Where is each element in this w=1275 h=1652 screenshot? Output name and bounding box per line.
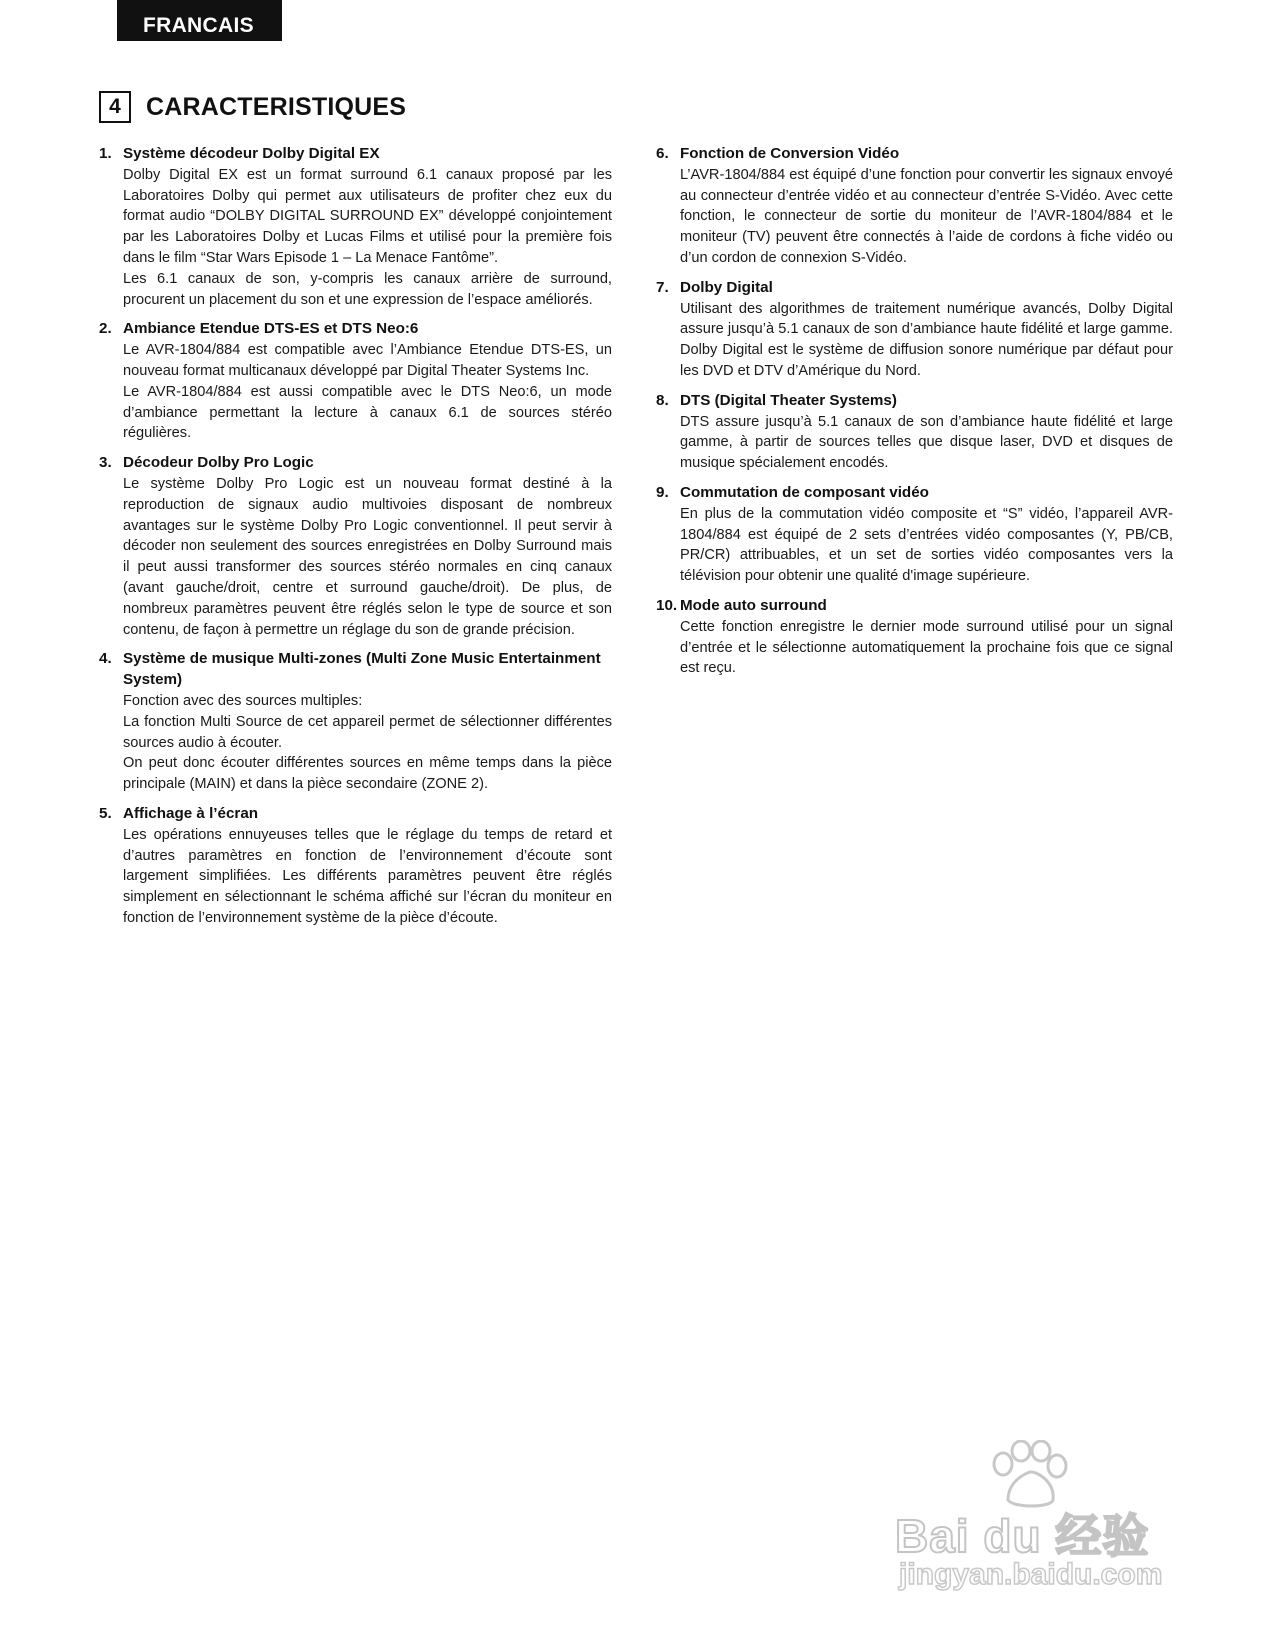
feature-item — [656, 483, 1173, 587]
feature-heading — [656, 144, 1173, 165]
feature-title: DTS (Digital Theater Systems) — [680, 391, 897, 409]
feature-body — [680, 412, 1173, 474]
feature-number: 1. — [99, 145, 112, 162]
feature-heading — [99, 649, 612, 691]
feature-heading — [656, 483, 1173, 504]
feature-heading — [99, 319, 612, 340]
feature-number: 8. — [656, 391, 669, 409]
language-tab: FRANCAIS — [117, 0, 282, 41]
feature-paragraph: Le système Dolby Pro Logic est un nouveau format destiné à la reproduction de signaux audio multivoies disposant de nombreux avantages sur le système Dolby Pro Logic conventionnel. Il peut servir à décoder non seulement des sources enregistrées en Dolby Surround mais il peut aussi transformer des sources stéréo normales en cinq canaux (avant gauche/droit, centre et surround gauche/droit). De plus, de nombreux paramètres peuvent être réglés selon le type de source et son contenu, de façon à permettre un réglage du son de grande précision. — [123, 475, 612, 638]
feature-paragraph: Les opérations ennuyeuses telles que le réglage du temps de retard et d’autres paramètres en fonction de l’environnement d’écoute sont largement simplifiées. Les différents paramètres peuvent être réglés simplement en sélectionnant le schéma affiché sur l’écran du moniteur en fonction de l’environnement système de la pièce d’écoute. — [123, 826, 612, 926]
feature-title: Décodeur Dolby Pro Logic — [123, 454, 314, 472]
watermark-url: jingyan.baidu.com — [899, 1558, 1163, 1591]
feature-heading — [656, 278, 1173, 299]
feature-body — [680, 617, 1173, 679]
feature-paragraph: Le AVR-1804/884 est aussi compatible avec le DTS Neo:6, un mode d’ambiance permettant la lecture à canaux 6.1 de sources stéréo régulières. — [123, 383, 612, 442]
feature-paragraph: On peut donc écouter différentes sources en même temps dans la pièce principale (MAIN) et dans la pièce secondaire (ZONE 2). — [123, 755, 612, 793]
feature-number: 10. — [656, 596, 678, 614]
feature-heading — [656, 596, 1173, 617]
feature-title: Dolby Digital — [680, 278, 773, 296]
feature-item — [99, 804, 612, 929]
features-right-column — [656, 144, 1173, 688]
feature-body — [123, 340, 612, 444]
feature-number: 3. — [99, 454, 112, 472]
feature-item — [656, 144, 1173, 269]
feature-paragraph: En plus de la commutation vidéo composite et “S” vidéo, l’appareil AVR-1804/884 est équipé de 2 sets d’entrées vidéo composantes (Y, PB/CB, PR/CR) attribuables, et un set de sorties vidéo composantes vers la télévision pour obtenir une qualité d'image supérieure. — [680, 505, 1173, 585]
watermark-brand: Bai du 经验 — [895, 1510, 1150, 1562]
feature-paragraph: Fonction avec des sources multiples: — [123, 692, 363, 709]
feature-heading — [656, 391, 1173, 412]
baidu-watermark — [895, 1440, 1195, 1600]
feature-item — [99, 319, 612, 444]
section-title: CARACTERISTIQUES — [146, 92, 407, 121]
feature-number: 6. — [656, 145, 669, 162]
feature-body — [680, 165, 1173, 269]
section-number: 4 — [99, 91, 131, 123]
feature-number: 9. — [656, 483, 669, 501]
feature-number: 4. — [99, 650, 112, 668]
feature-paragraph: Le AVR-1804/884 est compatible avec l’Ambiance Etendue DTS-ES, un nouveau format multicanaux développé par Digital Theater Systems Inc. — [123, 342, 612, 379]
feature-body — [123, 165, 612, 311]
feature-number: 5. — [99, 804, 112, 822]
feature-title: Système de musique Multi-zones (Multi Zone Music Entertainment System) — [123, 650, 601, 689]
feature-number: 7. — [656, 278, 669, 296]
feature-title: Affichage à l’écran — [123, 804, 259, 822]
feature-body — [123, 691, 612, 795]
feature-heading — [99, 144, 612, 165]
feature-paragraph: Les 6.1 canaux de son, y-compris les canaux arrière de surround, procurent un placement du son et une expression de l’espace améliorés. — [123, 270, 612, 308]
feature-item — [99, 649, 612, 795]
feature-item — [656, 391, 1173, 474]
feature-body — [680, 299, 1173, 382]
feature-paragraph: L’AVR-1804/884 est équipé d’une fonction pour convertir les signaux envoyé au connecteur d’entrée vidéo et au connecteur d’entrée S-Vidéo. Avec cette fonction, le connecteur de sortie du moniteur de l’AVR-1804/884 et le moniteur (TV) peuvent être connectés à l’aide de cordons à fiche vidéo ou d’un cordon de connexion S-Vidéo. — [680, 166, 1173, 266]
feature-item — [99, 453, 612, 640]
feature-heading — [99, 804, 612, 825]
feature-title: Commutation de composant vidéo — [680, 483, 929, 501]
feature-body — [123, 825, 612, 929]
feature-number: 2. — [99, 320, 112, 338]
feature-paragraph: Cette fonction enregistre le dernier mode surround utilisé pour un signal d’entrée et le sélectionne automatiquement la prochaine fois que ce signal est reçu. — [680, 618, 1173, 677]
features-left-column — [99, 144, 612, 938]
section-header — [99, 91, 406, 123]
feature-item — [656, 278, 1173, 382]
feature-body — [680, 504, 1173, 587]
feature-title: Fonction de Conversion Vidéo — [680, 145, 900, 162]
feature-heading — [99, 453, 612, 474]
feature-title: Système décodeur Dolby Digital EX — [123, 145, 380, 162]
feature-title: Mode auto surround — [680, 596, 827, 614]
feature-paragraph: DTS assure jusqu’à 5.1 canaux de son d’ambiance haute fidélité et large gamme, à partir de sources telles que disque laser, DVD et disques de musique spécialement encodés. — [680, 413, 1173, 472]
feature-paragraph: La fonction Multi Source de cet appareil permet de sélectionner différentes sources audio à écouter. — [123, 713, 612, 751]
feature-paragraph: Dolby Digital EX est un format surround 6.1 canaux proposé par les Laboratoires Dolby qui permet aux utilisateurs de profiter chez eux du format audio “DOLBY DIGITAL SURROUND EX” développé conjointement par les Laboratoires Dolby et Lucas Films et utilisé pour la première fois dans le film “Star Wars Episode 1 – La Menace Fantôme”. — [123, 166, 612, 266]
feature-item — [656, 596, 1173, 679]
feature-item — [99, 144, 612, 310]
feature-body — [123, 474, 612, 640]
feature-paragraph: Utilisant des algorithmes de traitement numérique avancés, Dolby Digital assure jusqu’à 5.1 canaux de son d’ambiance haute fidélité et large gamme. Dolby Digital est le système de diffusion sonore numérique par défaut pour les DVD et DTV d’Amérique du Nord. — [680, 300, 1173, 379]
feature-title: Ambiance Etendue DTS-ES et DTS Neo:6 — [123, 320, 419, 338]
